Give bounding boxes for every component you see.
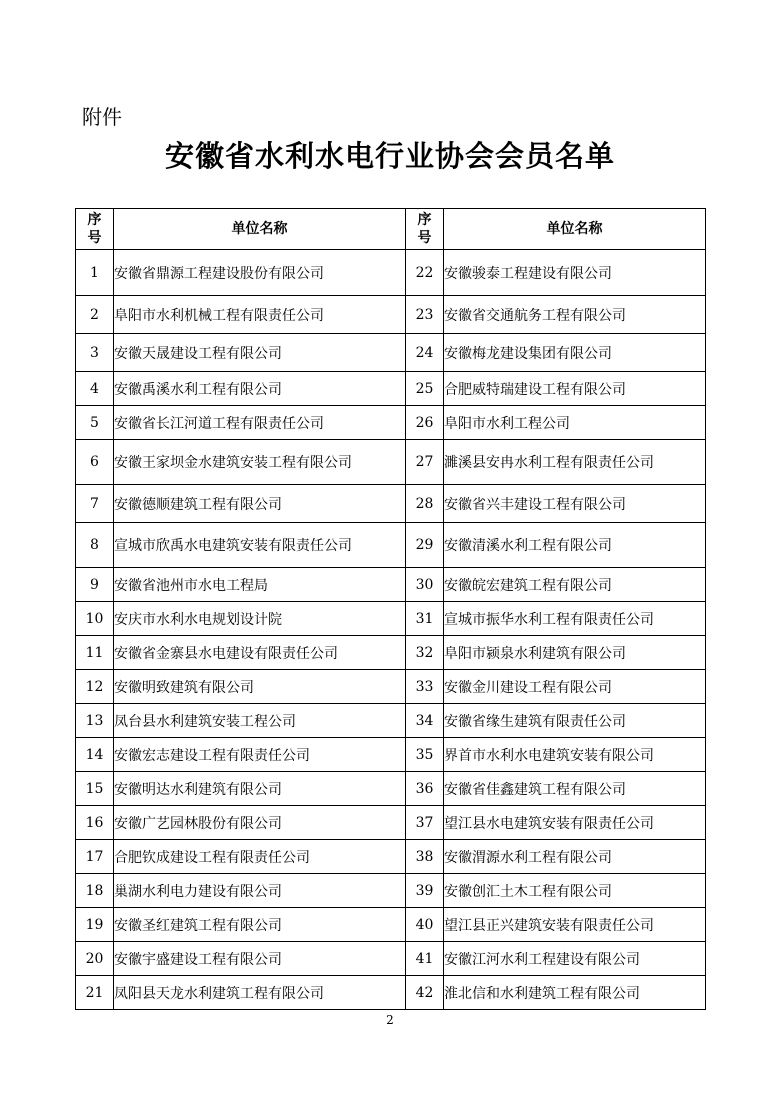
right-name-cell: 安徽皖宏建筑工程有限公司	[444, 568, 706, 602]
left-seq-cell: 3	[76, 334, 114, 372]
member-table	[75, 208, 706, 1010]
right-name-cell: 安徽金川建设工程有限公司	[444, 670, 706, 704]
name-header-right: 单位名称	[444, 209, 706, 250]
left-seq-cell: 11	[76, 636, 114, 670]
left-name-cell: 安徽省金寨县水电建设有限责任公司	[114, 636, 406, 670]
table-row	[76, 840, 706, 874]
table-row	[76, 908, 706, 942]
left-seq-cell: 18	[76, 874, 114, 908]
right-seq-cell: 38	[406, 840, 444, 874]
left-seq-cell: 9	[76, 568, 114, 602]
left-seq-cell: 7	[76, 485, 114, 523]
table-row	[76, 738, 706, 772]
right-seq-cell: 40	[406, 908, 444, 942]
page-number: 2	[386, 1013, 394, 1027]
table-row	[76, 485, 706, 523]
left-name-cell: 安徽王家坝金水建筑安装工程有限公司	[114, 440, 406, 485]
left-name-cell: 阜阳市水利机械工程有限责任公司	[114, 296, 406, 334]
right-name-cell: 阜阳市颍泉水利建筑有限公司	[444, 636, 706, 670]
table-row	[76, 602, 706, 636]
right-seq-cell: 29	[406, 523, 444, 568]
right-name-cell: 安徽创汇土木工程有限公司	[444, 874, 706, 908]
right-seq-cell: 31	[406, 602, 444, 636]
left-seq-cell: 21	[76, 976, 114, 1010]
right-seq-cell: 27	[406, 440, 444, 485]
table-row	[76, 440, 706, 485]
left-name-cell: 凤阳县天龙水利建筑工程有限公司	[114, 976, 406, 1010]
right-seq-cell: 32	[406, 636, 444, 670]
left-seq-cell: 15	[76, 772, 114, 806]
page-title: 安徽省水利水电行业协会会员名单	[164, 139, 615, 173]
left-name-cell: 安徽天晟建设工程有限公司	[114, 334, 406, 372]
table-row	[76, 806, 706, 840]
right-name-cell: 安徽省佳鑫建筑工程有限公司	[444, 772, 706, 806]
right-seq-cell: 30	[406, 568, 444, 602]
left-seq-cell: 2	[76, 296, 114, 334]
right-seq-cell: 42	[406, 976, 444, 1010]
left-seq-cell: 12	[76, 670, 114, 704]
left-name-cell: 安徽宇盛建设工程有限公司	[114, 942, 406, 976]
right-seq-cell: 39	[406, 874, 444, 908]
right-name-cell: 安徽骏泰工程建设有限公司	[444, 250, 706, 296]
left-name-cell: 巢湖水利电力建设有限公司	[114, 874, 406, 908]
left-name-cell: 安徽明致建筑有限公司	[114, 670, 406, 704]
table-row	[76, 372, 706, 406]
table-row	[76, 296, 706, 334]
right-name-cell: 界首市水利水电建筑安装有限公司	[444, 738, 706, 772]
right-seq-cell: 34	[406, 704, 444, 738]
left-seq-cell: 6	[76, 440, 114, 485]
right-seq-cell: 23	[406, 296, 444, 334]
right-seq-cell: 36	[406, 772, 444, 806]
left-name-cell: 安徽圣红建筑工程有限公司	[114, 908, 406, 942]
table-row	[76, 406, 706, 440]
left-name-cell: 安徽禹溪水利工程有限公司	[114, 372, 406, 406]
left-name-cell: 安徽省长江河道工程有限责任公司	[114, 406, 406, 440]
right-seq-cell: 25	[406, 372, 444, 406]
table-header-row	[76, 209, 706, 250]
right-name-cell: 安徽省交通航务工程有限公司	[444, 296, 706, 334]
left-name-cell: 安徽省池州市水电工程局	[114, 568, 406, 602]
table-row	[76, 568, 706, 602]
left-name-cell: 合肥钦成建设工程有限责任公司	[114, 840, 406, 874]
table-row	[76, 523, 706, 568]
right-seq-cell: 33	[406, 670, 444, 704]
left-name-cell: 安徽广艺园林股份有限公司	[114, 806, 406, 840]
right-name-cell: 合肥威特瑞建设工程有限公司	[444, 372, 706, 406]
left-seq-cell: 10	[76, 602, 114, 636]
table-row	[76, 772, 706, 806]
left-seq-cell: 4	[76, 372, 114, 406]
left-seq-cell: 1	[76, 250, 114, 296]
right-seq-cell: 28	[406, 485, 444, 523]
left-seq-cell: 14	[76, 738, 114, 772]
left-seq-cell: 19	[76, 908, 114, 942]
left-name-cell: 安徽明达水利建筑有限公司	[114, 772, 406, 806]
seq-header-right: 序 号	[406, 209, 444, 250]
attachment-label: 附件	[82, 105, 122, 129]
table-row	[76, 250, 706, 296]
right-name-cell: 安徽梅龙建设集团有限公司	[444, 334, 706, 372]
table-row	[76, 334, 706, 372]
table-row	[76, 942, 706, 976]
left-name-cell: 安徽省鼎源工程建设股份有限公司	[114, 250, 406, 296]
left-seq-cell: 16	[76, 806, 114, 840]
left-seq-cell: 17	[76, 840, 114, 874]
right-name-cell: 安徽省兴丰建设工程有限公司	[444, 485, 706, 523]
right-name-cell: 宣城市振华水利工程有限责任公司	[444, 602, 706, 636]
left-seq-cell: 5	[76, 406, 114, 440]
left-seq-cell: 13	[76, 704, 114, 738]
right-name-cell: 望江县水电建筑安装有限责任公司	[444, 806, 706, 840]
table-row	[76, 670, 706, 704]
table-row	[76, 874, 706, 908]
right-name-cell: 淮北信和水利建筑工程有限公司	[444, 976, 706, 1010]
left-name-cell: 安庆市水利水电规划设计院	[114, 602, 406, 636]
right-name-cell: 安徽清溪水利工程有限公司	[444, 523, 706, 568]
left-name-cell: 凤台县水利建筑安装工程公司	[114, 704, 406, 738]
right-name-cell: 安徽江河水利工程建设有限公司	[444, 942, 706, 976]
right-name-cell: 望江县正兴建筑安装有限责任公司	[444, 908, 706, 942]
left-seq-cell: 20	[76, 942, 114, 976]
right-name-cell: 安徽渭源水利工程有限公司	[444, 840, 706, 874]
right-name-cell: 阜阳市水利工程公司	[444, 406, 706, 440]
right-seq-cell: 26	[406, 406, 444, 440]
right-seq-cell: 35	[406, 738, 444, 772]
seq-header-left: 序 号	[76, 209, 114, 250]
right-seq-cell: 41	[406, 942, 444, 976]
left-name-cell: 安徽德顺建筑工程有限公司	[114, 485, 406, 523]
table-row	[76, 636, 706, 670]
left-name-cell: 宣城市欣禹水电建筑安装有限责任公司	[114, 523, 406, 568]
name-header-left: 单位名称	[114, 209, 406, 250]
right-name-cell: 安徽省缘生建筑有限责任公司	[444, 704, 706, 738]
right-name-cell: 濉溪县安冉水利工程有限责任公司	[444, 440, 706, 485]
right-seq-cell: 24	[406, 334, 444, 372]
left-seq-cell: 8	[76, 523, 114, 568]
table-row	[76, 976, 706, 1010]
right-seq-cell: 22	[406, 250, 444, 296]
left-name-cell: 安徽宏志建设工程有限责任公司	[114, 738, 406, 772]
right-seq-cell: 37	[406, 806, 444, 840]
table-row	[76, 704, 706, 738]
